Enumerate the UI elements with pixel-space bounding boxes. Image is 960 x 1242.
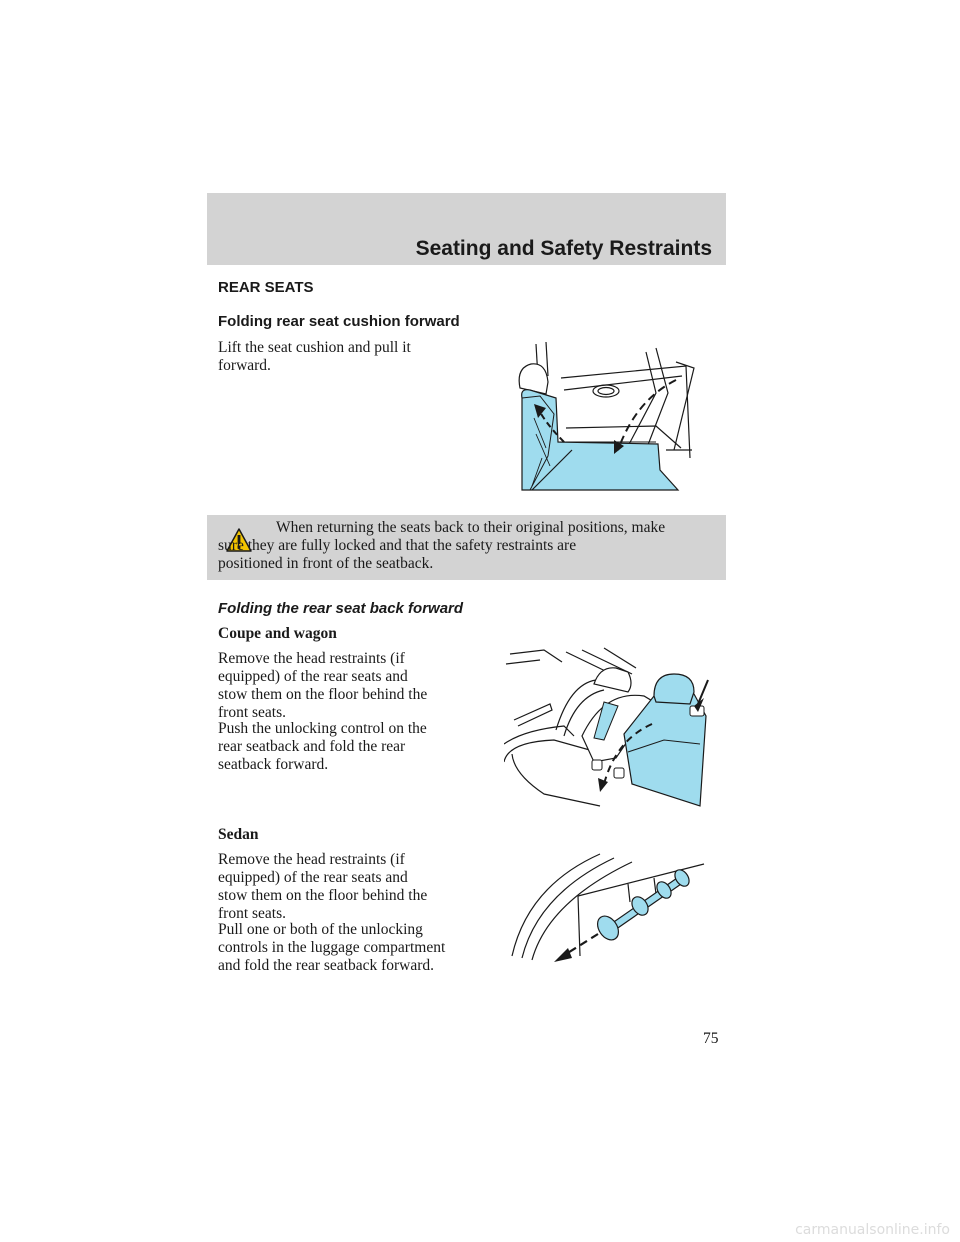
text-line: and fold the rear seatback forward. [218, 957, 435, 974]
seat-cushion-illustration [506, 338, 696, 494]
page-number: 75 [703, 1030, 719, 1047]
cushion-line: forward. [218, 357, 271, 374]
warning-text [218, 519, 718, 573]
section-header-title: Seating and Safety Restraints [415, 237, 712, 260]
cushion-line: Lift the seat cushion and pull it [218, 339, 411, 356]
text-line: Remove the head restraints (if [218, 650, 405, 667]
text-line: seatback forward. [218, 756, 329, 773]
text-line: Push the unlocking control on the [218, 720, 427, 737]
cushion-heading: Folding rear seat cushion forward [218, 313, 460, 330]
warning-line: When returning the seats back to their original positions, make [276, 519, 666, 536]
sedan-paragraph-2 [218, 921, 445, 975]
cushion-instructions [218, 339, 411, 375]
warning-box [207, 515, 726, 580]
text-line: controls in the luggage compartment [218, 939, 446, 956]
coupe-paragraph-1 [218, 650, 427, 722]
watermark: carmanualsonline.info [795, 1222, 950, 1238]
warning-line: sure they are fully locked and that the safety restraints are [218, 537, 577, 554]
warning-line: positioned in front of the seatback. [218, 555, 434, 572]
coupe-subheading: Coupe and wagon [218, 625, 337, 642]
text-line: rear seatback and fold the rear [218, 738, 406, 755]
sedan-paragraph-1 [218, 851, 427, 923]
text-line: equipped) of the rear seats and [218, 668, 408, 685]
sedan-release-illustration [508, 846, 708, 972]
header-band [207, 193, 726, 265]
sedan-subheading: Sedan [218, 826, 259, 843]
coupe-seatback-illustration [504, 644, 714, 810]
coupe-paragraph-2 [218, 720, 427, 774]
text-line: Pull one or both of the unlocking [218, 921, 423, 938]
text-line: front seats. [218, 704, 287, 721]
text-line: Remove the head restraints (if [218, 851, 405, 868]
text-line: equipped) of the rear seats and [218, 869, 408, 886]
text-line: stow them on the floor behind the [218, 686, 428, 703]
text-line: front seats. [218, 905, 287, 922]
section-title: REAR SEATS [218, 279, 314, 296]
seatback-heading: Folding the rear seat back forward [218, 600, 464, 617]
text-line: stow them on the floor behind the [218, 887, 428, 904]
